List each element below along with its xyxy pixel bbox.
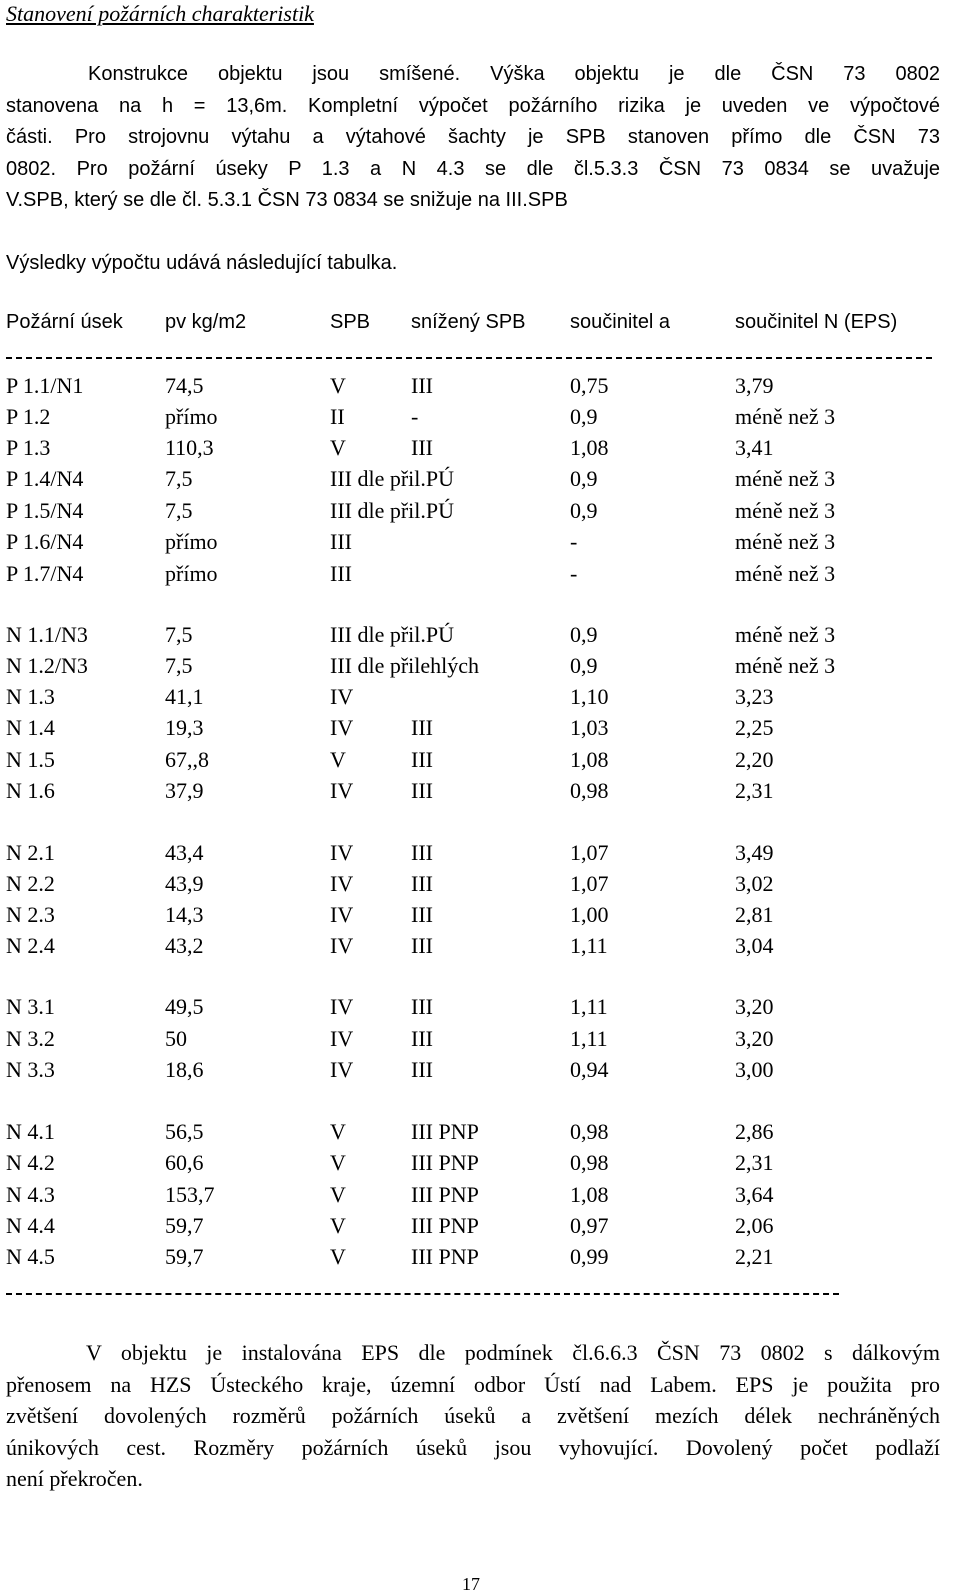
- cell-pv: přímo: [165, 529, 218, 554]
- cell-spb: V: [330, 1213, 346, 1238]
- paragraph-line: Konstrukce objektu jsou smíšené. Výška objektu je dle ČSN 73 0802: [88, 63, 940, 85]
- cell-coef-n: méně než 3: [735, 404, 836, 429]
- paragraph-line: přenosem na HZS Ústeckého kraje, územní odbor Ústí nad Labem. EPS je použita pro: [6, 1371, 940, 1397]
- cell-spb: IV: [330, 933, 354, 958]
- cell-section: N 1.4: [6, 715, 55, 740]
- table-row: [6, 869, 946, 899]
- cell-pv: 153,7: [165, 1182, 215, 1207]
- header-spb: SPB: [330, 311, 371, 333]
- cell-pv: 7,5: [165, 498, 193, 523]
- cell-spb: IV: [330, 902, 354, 927]
- cell-coef-n: 3,04: [735, 933, 774, 958]
- cell-spb: IV: [330, 871, 354, 896]
- cell-reduced-spb: III: [411, 747, 433, 772]
- cell-coef-a: 1,00: [570, 902, 609, 927]
- cell-coef-a: 1,08: [570, 435, 609, 460]
- cell-pv: 74,5: [165, 373, 204, 398]
- cell-coef-n: 3,20: [735, 994, 774, 1019]
- paragraph-line: V.SPB, který se dle čl. 5.3.1 ČSN 73 0834 se snižuje na III.SPB: [6, 189, 568, 211]
- cell-coef-a: 0,97: [570, 1213, 609, 1238]
- cell-coef-a: 1,03: [570, 715, 609, 740]
- cell-coef-a: 0,94: [570, 1057, 609, 1082]
- table-row: [6, 1117, 946, 1147]
- header-reduced-spb: snížený SPB: [411, 311, 526, 333]
- table-row: [6, 402, 946, 432]
- cell-spb: III dle přilehlých: [330, 653, 480, 678]
- cell-coef-a: 0,9: [570, 498, 598, 523]
- cell-section: P 1.1/N1: [6, 373, 84, 398]
- cell-pv: přímo: [165, 561, 218, 586]
- cell-section: P 1.5/N4: [6, 498, 84, 523]
- cell-coef-a: 1,08: [570, 747, 609, 772]
- cell-spb: IV: [330, 994, 354, 1019]
- cell-pv: 14,3: [165, 902, 204, 927]
- cell-coef-n: 2,06: [735, 1213, 774, 1238]
- table-row: [6, 1211, 946, 1241]
- table-row: [6, 1242, 946, 1272]
- cell-pv: 43,2: [165, 933, 204, 958]
- cell-section: N 3.3: [6, 1057, 55, 1082]
- cell-section: N 1.6: [6, 778, 55, 803]
- cell-pv: přímo: [165, 404, 218, 429]
- cell-section: N 4.5: [6, 1244, 55, 1269]
- cell-reduced-spb: III: [411, 902, 433, 927]
- table-row: [6, 931, 946, 961]
- cell-coef-n: 2,31: [735, 1150, 774, 1175]
- table-row: [6, 682, 946, 712]
- cell-reduced-spb: III: [411, 778, 433, 803]
- cell-reduced-spb: III: [411, 715, 433, 740]
- cell-section: N 2.2: [6, 871, 55, 896]
- table-intro: Výsledky výpočtu udává následující tabulka.: [6, 252, 398, 274]
- cell-coef-a: 0,98: [570, 1150, 609, 1175]
- table-row: [6, 496, 946, 526]
- cell-reduced-spb: III PNP: [411, 1119, 479, 1144]
- cell-coef-a: 0,98: [570, 1119, 609, 1144]
- paragraph-line: zvětšení dovolených rozměrů požárních úseků a zvětšení mezích délek nechráněných: [6, 1403, 940, 1428]
- cell-spb: V: [330, 747, 346, 772]
- table-row: [6, 838, 946, 868]
- cell-section: N 2.4: [6, 933, 55, 958]
- cell-coef-n: 3,79: [735, 373, 774, 398]
- header-coefficient-a: součinitel a: [570, 311, 671, 333]
- cell-coef-a: 0,9: [570, 622, 598, 647]
- cell-coef-n: 3,20: [735, 1026, 774, 1051]
- cell-pv: 60,6: [165, 1150, 204, 1175]
- cell-section: N 1.2/N3: [6, 653, 88, 678]
- cell-pv: 43,9: [165, 871, 204, 896]
- paragraph-line: V objektu je instalována EPS dle podmínek čl.6.6.3 ČSN 73 0802 s dálkovým: [86, 1340, 940, 1365]
- cell-spb: V: [330, 1150, 346, 1175]
- cell-reduced-spb: -: [411, 404, 419, 429]
- paragraph-line: části. Pro strojovnu výtahu a výtahové šachty je SPB stanoven přímo dle ČSN 73: [6, 126, 940, 148]
- table-row: [6, 1055, 946, 1085]
- cell-coef-a: 0,75: [570, 373, 609, 398]
- cell-pv: 7,5: [165, 622, 193, 647]
- paragraph-line: není překročen.: [6, 1466, 143, 1491]
- header-fire-section: Požární úsek: [6, 311, 123, 333]
- cell-section: P 1.7/N4: [6, 561, 84, 586]
- cell-coef-n: méně než 3: [735, 466, 836, 491]
- cell-reduced-spb: III PNP: [411, 1150, 479, 1175]
- cell-reduced-spb: III PNP: [411, 1244, 479, 1269]
- cell-spb: IV: [330, 715, 354, 740]
- cell-spb: IV: [330, 778, 354, 803]
- cell-section: N 4.1: [6, 1119, 55, 1144]
- cell-reduced-spb: III: [411, 1026, 433, 1051]
- cell-coef-n: 3,49: [735, 840, 774, 865]
- cell-coef-a: 1,07: [570, 871, 609, 896]
- table-row: [6, 1148, 946, 1178]
- cell-coef-n: 2,20: [735, 747, 774, 772]
- cell-coef-a: 0,98: [570, 778, 609, 803]
- cell-spb: III: [330, 561, 352, 586]
- table-row: [6, 559, 946, 589]
- cell-section: P 1.6/N4: [6, 529, 84, 554]
- table-row: [6, 745, 946, 775]
- cell-section: N 2.3: [6, 902, 55, 927]
- cell-spb: IV: [330, 684, 354, 709]
- table-row: [6, 433, 946, 463]
- cell-section: N 4.3: [6, 1182, 55, 1207]
- cell-spb: III dle přil.PÚ: [330, 466, 455, 491]
- cell-section: P 1.2: [6, 404, 51, 429]
- cell-coef-a: -: [570, 561, 578, 586]
- cell-coef-n: méně než 3: [735, 622, 836, 647]
- cell-coef-a: -: [570, 529, 578, 554]
- cell-coef-n: 2,86: [735, 1119, 774, 1144]
- cell-pv: 18,6: [165, 1057, 204, 1082]
- cell-section: N 3.2: [6, 1026, 55, 1051]
- cell-spb: IV: [330, 1057, 354, 1082]
- cell-coef-a: 1,10: [570, 684, 609, 709]
- table-row: [6, 371, 946, 401]
- cell-pv: 110,3: [165, 435, 214, 460]
- cell-section: N 4.2: [6, 1150, 55, 1175]
- table-bottom-rule: [6, 1293, 839, 1295]
- cell-reduced-spb: III PNP: [411, 1182, 479, 1207]
- cell-reduced-spb: III PNP: [411, 1213, 479, 1238]
- cell-pv: 7,5: [165, 653, 193, 678]
- table-header: [6, 311, 946, 341]
- paragraph-line: 0802. Pro požární úseky P 1.3 a N 4.3 se dle čl.5.3.3 ČSN 73 0834 se uvažuje: [6, 157, 940, 180]
- cell-coef-n: méně než 3: [735, 561, 836, 586]
- cell-coef-a: 1,11: [570, 1026, 608, 1051]
- cell-coef-a: 1,11: [570, 994, 608, 1019]
- cell-coef-n: 3,00: [735, 1057, 774, 1082]
- header-coefficient-n: součinitel N (EPS): [735, 311, 898, 333]
- cell-pv: 59,7: [165, 1213, 204, 1238]
- cell-coef-n: 2,81: [735, 902, 774, 927]
- cell-coef-n: 3,64: [735, 1182, 774, 1207]
- cell-coef-a: 0,9: [570, 466, 598, 491]
- cell-reduced-spb: III: [411, 373, 433, 398]
- page-number: 17: [462, 1574, 480, 1594]
- cell-coef-a: 0,99: [570, 1244, 609, 1269]
- cell-coef-a: 0,9: [570, 404, 598, 429]
- intro-paragraph: [6, 59, 940, 217]
- cell-section: N 1.3: [6, 684, 55, 709]
- cell-pv: 56,5: [165, 1119, 204, 1144]
- cell-coef-n: 2,31: [735, 778, 774, 803]
- cell-reduced-spb: III: [411, 840, 433, 865]
- section-heading: Stanovení požárních charakteristik: [6, 1, 314, 26]
- cell-coef-n: 3,23: [735, 684, 774, 709]
- cell-pv: 7,5: [165, 466, 193, 491]
- cell-spb: III: [330, 529, 352, 554]
- cell-pv: 67,,8: [165, 747, 209, 772]
- cell-pv: 43,4: [165, 840, 204, 865]
- table-row: [6, 1024, 946, 1054]
- cell-reduced-spb: III: [411, 435, 433, 460]
- cell-spb: V: [330, 435, 346, 460]
- cell-pv: 41,1: [165, 684, 204, 709]
- cell-reduced-spb: III: [411, 1057, 433, 1082]
- cell-spb: V: [330, 1119, 346, 1144]
- cell-spb: II: [330, 404, 345, 429]
- cell-section: N 1.1/N3: [6, 622, 88, 647]
- cell-pv: 49,5: [165, 994, 204, 1019]
- table-row: [6, 620, 946, 650]
- cell-spb: III dle přil.PÚ: [330, 498, 455, 523]
- cell-section: P 1.4/N4: [6, 466, 84, 491]
- cell-pv: 19,3: [165, 715, 204, 740]
- cell-spb: III dle přil.PÚ: [330, 622, 455, 647]
- table-row: [6, 900, 946, 930]
- cell-reduced-spb: III: [411, 994, 433, 1019]
- cell-spb: V: [330, 1182, 346, 1207]
- cell-section: N 3.1: [6, 994, 55, 1019]
- cell-coef-a: 0,9: [570, 653, 598, 678]
- paragraph-line: stanovena na h = 13,6m. Kompletní výpočet požárního rizika je uveden ve výpočtové: [6, 94, 940, 117]
- cell-coef-n: 3,02: [735, 871, 774, 896]
- cell-coef-n: méně než 3: [735, 498, 836, 523]
- cell-coef-n: méně než 3: [735, 529, 836, 554]
- table-row: [6, 992, 946, 1022]
- cell-coef-n: 3,41: [735, 435, 774, 460]
- cell-coef-a: 1,11: [570, 933, 608, 958]
- table-top-rule: [6, 357, 932, 359]
- cell-spb: IV: [330, 840, 354, 865]
- table-row: [6, 1180, 946, 1210]
- table-row: [6, 776, 946, 806]
- table-row: [6, 527, 946, 557]
- eps-paragraph: [6, 1337, 940, 1495]
- cell-pv: 50: [165, 1026, 187, 1051]
- cell-reduced-spb: III: [411, 933, 433, 958]
- table-row: [6, 713, 946, 743]
- header-pv: pv kg/m2: [165, 311, 247, 333]
- cell-pv: 37,9: [165, 778, 204, 803]
- cell-coef-a: 1,07: [570, 840, 609, 865]
- cell-pv: 59,7: [165, 1244, 204, 1269]
- cell-coef-n: méně než 3: [735, 653, 836, 678]
- cell-spb: V: [330, 373, 346, 398]
- cell-section: P 1.3: [6, 435, 51, 460]
- cell-section: N 1.5: [6, 747, 55, 772]
- cell-section: N 4.4: [6, 1213, 55, 1238]
- cell-coef-n: 2,21: [735, 1244, 774, 1269]
- cell-spb: IV: [330, 1026, 354, 1051]
- cell-section: N 2.1: [6, 840, 55, 865]
- cell-coef-a: 1,08: [570, 1182, 609, 1207]
- paragraph-line: únikových cest. Rozměry požárních úseků jsou vyhovující. Dovolený počet podlaží: [6, 1434, 940, 1460]
- table-row: [6, 464, 946, 494]
- cell-coef-n: 2,25: [735, 715, 774, 740]
- cell-reduced-spb: III: [411, 871, 433, 896]
- table-row: [6, 651, 946, 681]
- cell-spb: V: [330, 1244, 346, 1269]
